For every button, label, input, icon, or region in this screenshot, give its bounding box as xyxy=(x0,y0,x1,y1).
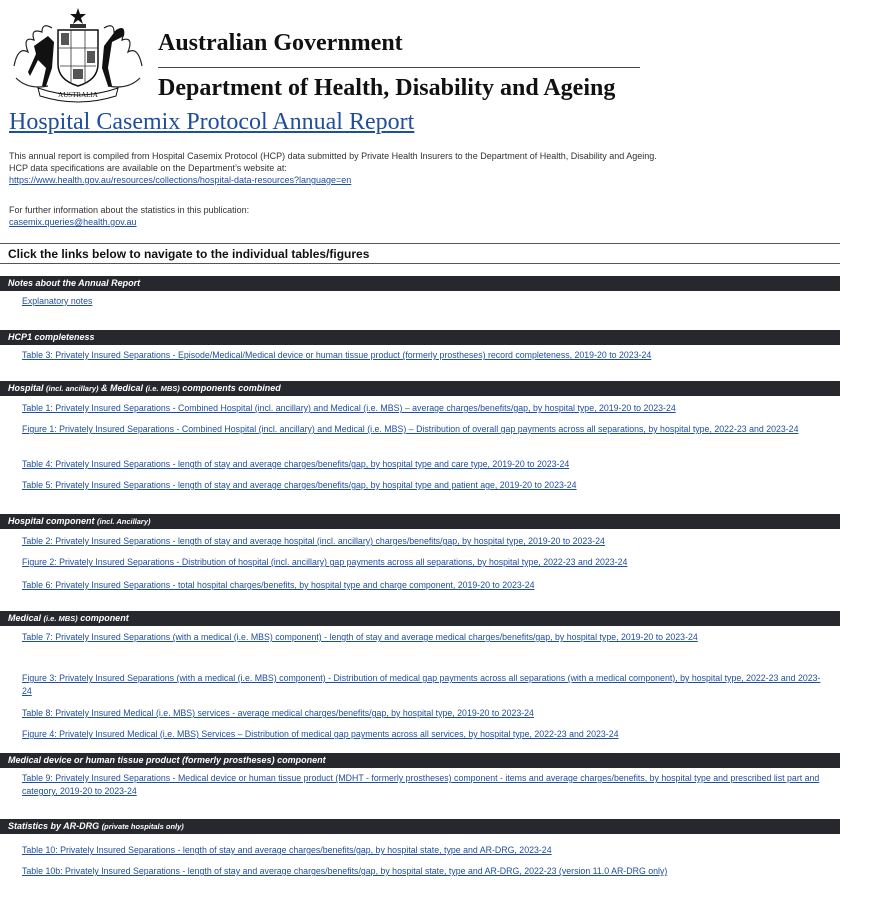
link-table-1[interactable]: Table 1: Privately Insured Separations - Combined Hospital (incl. ancillary) and Medical (i.e. MBS) – average charges/benefits/gap, by hospital type, 2019-20 to 2023-24 xyxy=(22,403,676,413)
link-table-2[interactable]: Table 2: Privately Insured Separations - length of stay and average hospital (incl. ancillary) charges/benefits/gap, by hospital type, 2019-20 to 2023-24 xyxy=(22,536,605,546)
link-table-7[interactable]: Table 7: Privately Insured Separations (with a medical (i.e. MBS) component) - length of stay and average medical charges/benefits/gap, by hospital type, 2019-20 to 2023-24 xyxy=(22,632,698,642)
section-ar-drg xyxy=(0,819,840,834)
link-table-3[interactable]: Table 3: Privately Insured Separations - Episode/Medical/Medical device or human tissue product (formerly prostheses) record completeness, 2019-20 to 2023-24 xyxy=(22,350,652,360)
report-title-link[interactable]: Hospital Casemix Protocol Annual Report xyxy=(9,109,415,135)
further-info-text: For further information about the statistics in this publication: xyxy=(9,205,250,215)
link-table-9[interactable]: Table 9: Privately Insured Separations - Medical device or human tissue product (MDHT - formerly prostheses) component - items and average charges/benefits, by hospital type and prescribed list part and category, 2019-20 to 2023-24 xyxy=(22,773,820,796)
link-table-5[interactable]: Table 5: Privately Insured Separations - length of stay and average charges/benefits/gap, by hospital type and patient age, 2019-20 to 2023-24 xyxy=(22,480,577,490)
hcp-website-link[interactable]: https://www.health.gov.au/resources/collections/hospital-data-resources?language=en xyxy=(9,175,352,185)
link-table-4[interactable]: Table 4: Privately Insured Separations - length of stay and average charges/benefits/gap, by hospital type and care type, 2019-20 to 2023-24 xyxy=(22,459,570,469)
contact-email-link[interactable]: casemix.queries@health.gov.au xyxy=(9,217,137,227)
navigation-heading-text: Click the links below to navigate to the individual tables/figures xyxy=(8,247,370,261)
section-medical-device xyxy=(0,753,840,768)
section-drg-title: Statistics by AR-DRG (private hospitals only) xyxy=(8,821,184,831)
section-notes xyxy=(0,276,840,291)
section-medical-title: Medical (i.e. MBS) component xyxy=(8,613,129,623)
navigation-heading xyxy=(0,243,840,264)
link-figure-3[interactable]: Figure 3: Privately Insured Separations (with a medical (i.e. MBS) component) - Distribution of medical gap payments across all separations (with a medical component), by hospital type, 2022-23 and 2023-24 xyxy=(22,673,821,696)
department-title: Department of Health, Disability and Ageing xyxy=(158,75,616,101)
link-table-10[interactable]: Table 10: Privately Insured Separations - length of stay and average charges/benefits/gap, by hospital state, type and AR-DRG, 2023-24 xyxy=(22,845,552,855)
section-hcp1-title: HCP1 completeness xyxy=(8,332,95,342)
section-combined xyxy=(0,381,840,396)
section-hospital xyxy=(0,514,840,529)
spec-text: HCP data specifications are available on the Department’s website at: xyxy=(9,163,287,173)
link-table-10b[interactable]: Table 10b: Privately Insured Separations - length of stay and average charges/benefits/gap, by hospital state, type and AR-DRG, 2022-23 (version 11.0 AR-DRG only) xyxy=(22,866,668,876)
link-table-8[interactable]: Table 8: Privately Insured Medical (i.e. MBS) services - average medical charges/benefits/gap, by hospital type, 2019-20 to 2023-24 xyxy=(22,708,534,718)
header-divider xyxy=(158,67,640,68)
intro-text: This annual report is compiled from Hospital Casemix Protocol (HCP) data submitted by Private Health Insurers to the Department of Health, Disability and Ageing. xyxy=(9,151,657,161)
motto-scroll-text: AUSTRALIA xyxy=(58,91,98,99)
link-figure-2[interactable]: Figure 2: Privately Insured Separations - Distribution of hospital (incl. ancillary) gap payments across all separations, by hospital type, 2022-23 and 2023-24 xyxy=(22,557,628,567)
section-hospital-title: Hospital component (incl. Ancillary) xyxy=(8,516,151,526)
link-figure-4[interactable]: Figure 4: Privately Insured Medical (i.e. MBS) Services – Distribution of medical gap payments across all services, by hospital type, 2022-23 and 2023-24 xyxy=(22,729,619,739)
link-table-6[interactable]: Table 6: Privately Insured Separations - total hospital charges/benefits, by hospital type and charge component, 2019-20 to 2023-24 xyxy=(22,580,535,590)
section-hcp1 xyxy=(0,330,840,345)
section-medical xyxy=(0,611,840,626)
link-figure-1[interactable]: Figure 1: Privately Insured Separations - Combined Hospital (incl. ancillary) and Medical (i.e. MBS) – Distribution of overall gap payments across all separations, by hospital type, 2022-23 and 2023-24 xyxy=(22,424,799,434)
section-combined-title: Hospital (incl. ancillary) & Medical (i.e. MBS) components combined xyxy=(8,383,281,393)
link-explanatory-notes[interactable]: Explanatory notes xyxy=(22,296,93,306)
section-device-title: Medical device or human tissue product (formerly prostheses) component xyxy=(8,755,326,765)
government-title: Australian Government xyxy=(158,30,403,56)
section-notes-title: Notes about the Annual Report xyxy=(8,278,141,288)
coat-of-arms-logo xyxy=(8,6,148,104)
